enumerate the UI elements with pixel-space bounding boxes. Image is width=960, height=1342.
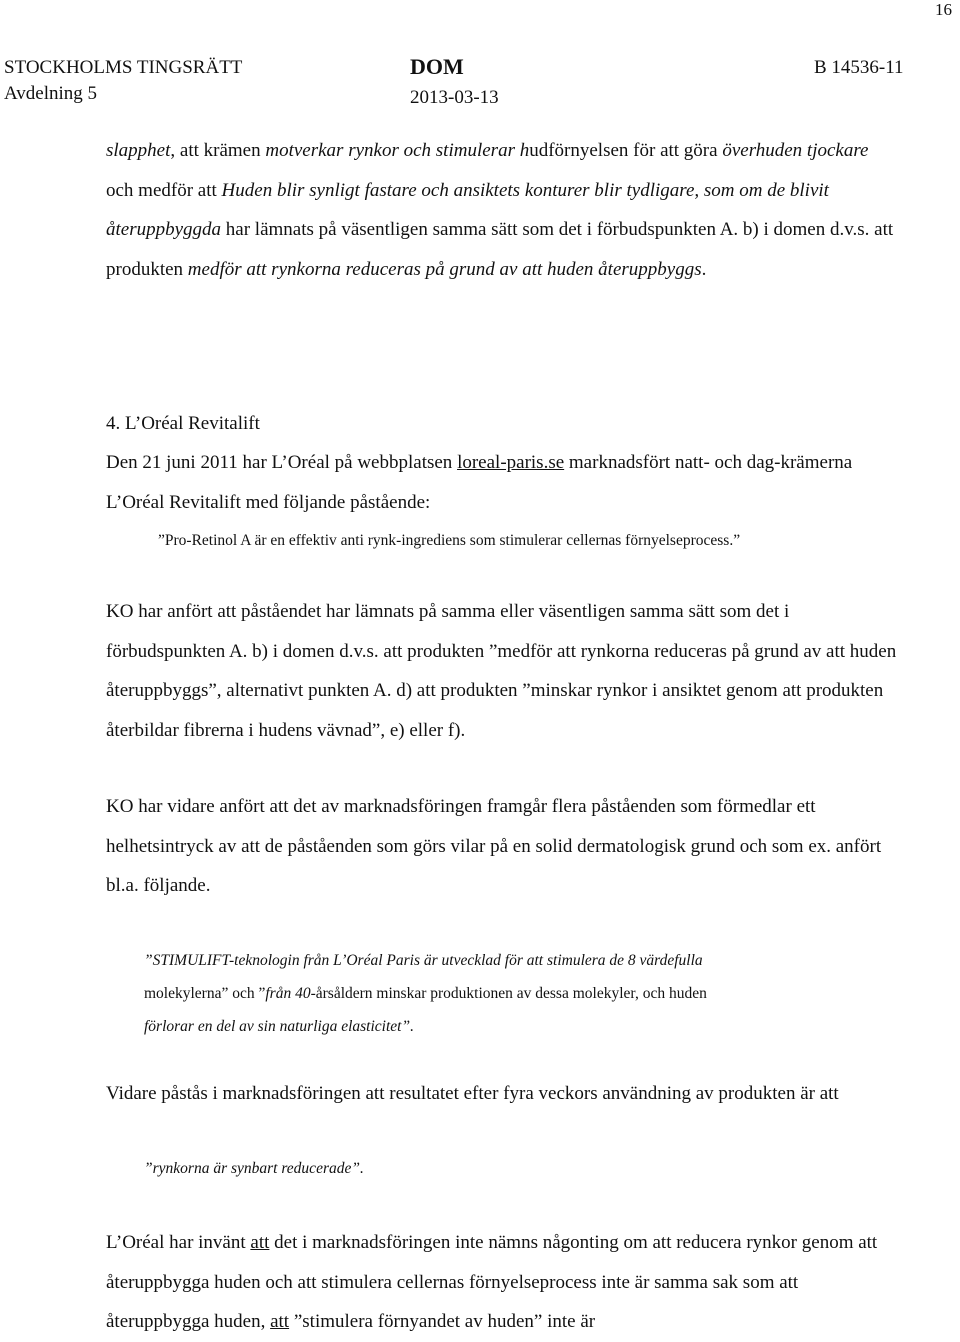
text: L’Oréal har invänt [106,1232,251,1253]
court-name: STOCKHOLMS TINGSRÄTT [4,57,243,78]
quote-2 [144,944,904,1043]
text: marknadsfört natt- och dag-krämerna L’Oréal Revitalift med följande påstående: [106,452,853,513]
quote-3: ”rynkorna är synbart reducerade”. [144,1160,364,1177]
text: ” och ” [221,985,266,1002]
text: molekylerna [144,985,222,1002]
text-italic: slapphet [106,140,171,161]
text: . [701,258,707,280]
underlined-word: att [270,1311,290,1332]
quote-2-line-3: förlorar en del av sin naturliga elasticitet”. [144,1018,414,1035]
document-date: 2013-03-13 [410,87,499,108]
text: och medför att [106,179,222,201]
text: Den 21 juni 2011 har L’Oréal på webbplatsen [106,452,458,473]
text: har lämnats på väsentligen samma sätt som det i förbudspunkten A. b) i domen d.v.s. att produkten [106,219,894,280]
document-type: DOM [410,54,464,79]
paragraph-1 [106,131,900,289]
text: -årsåldern minskar produktionen av dessa molekyler, och huden [310,985,707,1002]
underlined-word: att [250,1232,270,1253]
loreal-paragraph [106,1223,900,1342]
page-number: 16 [935,0,952,19]
text-italic: motverkar rynkor och stimulerar h [265,140,530,161]
text: , att krämen [170,140,266,161]
ko-paragraph-2: KO har vidare anfört att det av marknadsföringen framgår flera påståenden som förmedlar ett helhetsintryck av att de påståenden som görs vilar på en solid dermatologisk grund och som ex. anfört bl.a. följande. [106,796,882,896]
claim-quote: ”Pro-Retinol A är en effektiv anti rynk-ingrediens som stimulerar cellernas förnyelseprocess.” [158,532,741,549]
text-italic: medför att rynkorna reduceras på grund av att huden återuppbyggs [187,258,702,280]
section-heading: 4. L’Oréal Revitalift [106,413,260,434]
website-link[interactable]: loreal-paris.se [457,452,565,473]
case-number: B 14536-11 [814,57,904,78]
section-intro [106,443,900,522]
text-italic: Huden blir synligt fastare och ansiktets konturer blir tydligare, som om de blivit återuppbyggda [106,179,829,240]
text-italic: från 40 [265,985,311,1002]
vidare-paragraph: Vidare påstås i marknadsföringen att resultatet efter fyra veckors användning av produkten är att [106,1083,839,1104]
text: ”stimulera förnyandet av huden” inte är [289,1311,596,1332]
ko-paragraph-1: KO har anfört att påståendet har lämnats på samma eller väsentligen samma sätt som det i förbudspunkten A. b) i domen d.v.s. att produkten ”medför att rynkorna reduceras på grund av att huden återuppbyggs”, alternativt punkten A. d) att produkten ”minskar rynkor i ansiktet genom att produkten återbildar fibrerna i hudens vävnad”, e) eller f). [106,601,897,741]
text-italic: överhuden tjockare [722,140,869,161]
quote-2-line-2 [144,977,904,1010]
quote-2-line-1: ”STIMULIFT-teknologin från L’Oréal Paris är utvecklad för att stimulera de 8 värdefulla [144,952,703,969]
text: udförnyelsen för att göra [529,140,718,161]
text: det i marknadsföringen inte nämns någonting om att reducera rynkor genom att återuppbygga huden och att stimulera cellernas förnyelseprocess inte är samma sak som att återuppbygga huden, [106,1232,878,1332]
division: Avdelning 5 [4,83,98,104]
